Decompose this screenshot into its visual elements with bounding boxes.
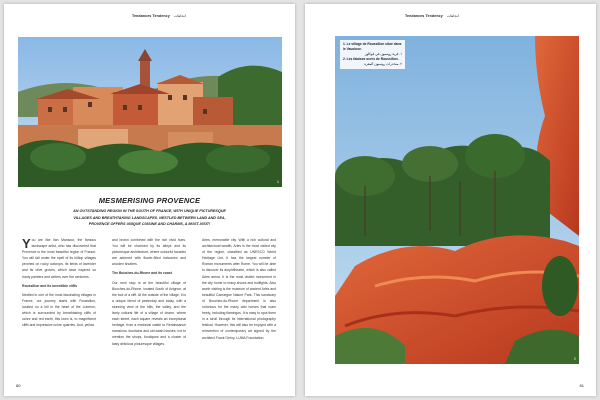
body-column-3 (202, 237, 276, 344)
article-standfirst (34, 208, 265, 228)
standfirst-line: PROVENCE OFFERS UNIQUE CUISINE AND CHARMS, A MUST-VISIT! (88, 222, 211, 227)
caption-line: 1. Le village de Roussillon situé dans le Vaucluse. (343, 42, 402, 51)
caption-arabic-line: ٢. منحدرات روسيون المغرة (364, 62, 402, 66)
running-header-arabic: اتجاهات (173, 14, 186, 18)
photo-number: 2 (574, 357, 576, 361)
standfirst-line: AN OUTSTANDING REGION IN THE SOUTH OF FRANCE, WITH UNIQUE PICTURESQUE (73, 209, 226, 213)
body-paragraph: Our next stop is at the beautiful village of Bouches-du-Rhone, located South of Avignon, at the foot of a cliff. At the outside of the village, it is a unique blend of yesterday and today, with a stunning view of the hills, the valley, and the lively cultural life of a village of charm, where each street, each square reveals an exceptional heritage, from a medieval castle to Renaissance mansions, fountains and old wash-houses, not to mention the shops, boutiques and a cluster of tasty delicious picturesque villages. (112, 280, 186, 346)
left-page (4, 4, 295, 396)
running-header-right (405, 14, 459, 18)
standfirst-line: VILLAGES AND BREATHTAKING LANDSCAPES. NESTLED BETWEEN LAND AND SEA, (73, 215, 226, 220)
running-header-arabic: اتجاهات (446, 14, 459, 18)
page-number-left: 80 (16, 383, 21, 388)
intro-paragraph: ou are like Ilan Mansour, the famous landscape artist, who has discovered that Provence is the most beautiful region of France. You will fall under the spell of its hilltop villages perched on rocky outcrops, its fields of lavender and its olive groves, which have inspired so many painters and writers over the centuries. (22, 238, 96, 279)
body-paragraph: and brown combined with the rich vivid hues. You will be charmed by its alleys and its picturesque architecture, where colourful facades are adorned with flower-filled balconies and wooden shutters. (112, 238, 186, 267)
photo-caption-box (340, 40, 405, 69)
drop-cap: Y (22, 236, 31, 251)
ochre-cliffs-photo (335, 36, 579, 364)
caption-line: 2. Les falaises ocres de Roussillon. (343, 57, 399, 61)
right-page (305, 4, 596, 396)
subheading: Roussillon and its incredible cliffs (22, 283, 78, 288)
running-header-text: Tendances Tendency (405, 14, 443, 18)
photo-number: 1 (277, 180, 279, 184)
body-paragraph: Arles, memorable city. With a rich cultural and architectural wealth, Arles is the most visited city of the region, classified as UNESCO World Heritage List. It has the largest number of Roman monuments after Rome. You will be able to discover its amphitheatre, which is also called Arles arena. It is the most visited monument in the city home to many shows and bullfights. Also worth visiting is the museum of ancient Arles and beautiful Camargue Nature Park. This sanctuary of Bouches-du-Rhone department is also notorious for the many wild horses that roam freely, including flamingos. It is easy to spot them in a stroll through its international photography festival. However, this will also be enjoyed with a reinvention of contemporary art signed by the architect Frank Gehry, LUMA Foundation. (202, 238, 276, 340)
body-column-1 (22, 237, 96, 331)
running-header-text: Tendances Tendency (132, 14, 170, 18)
running-header-left (132, 14, 186, 18)
article-headline: MESMERISING PROVENCE (98, 196, 201, 205)
body-column-2 (112, 237, 186, 350)
subheading: The Bouches-du-Rhone and its coast (112, 271, 172, 276)
caption-arabic-line: ١. قرية روسيون في فوكلوز (364, 52, 402, 56)
body-paragraph: Nestled in one of the most fascinating villages in France, our journey starts with Roussillon, located on a hill in the heart of the Luberon, which is surrounded by breathtaking cliffs of ochre and red earth, this town is, to magnificent cliffs and impressive ochre quarries. And, yellow (22, 292, 96, 328)
page-number-right: 81 (579, 383, 584, 388)
roussillon-village-photo (18, 37, 282, 187)
